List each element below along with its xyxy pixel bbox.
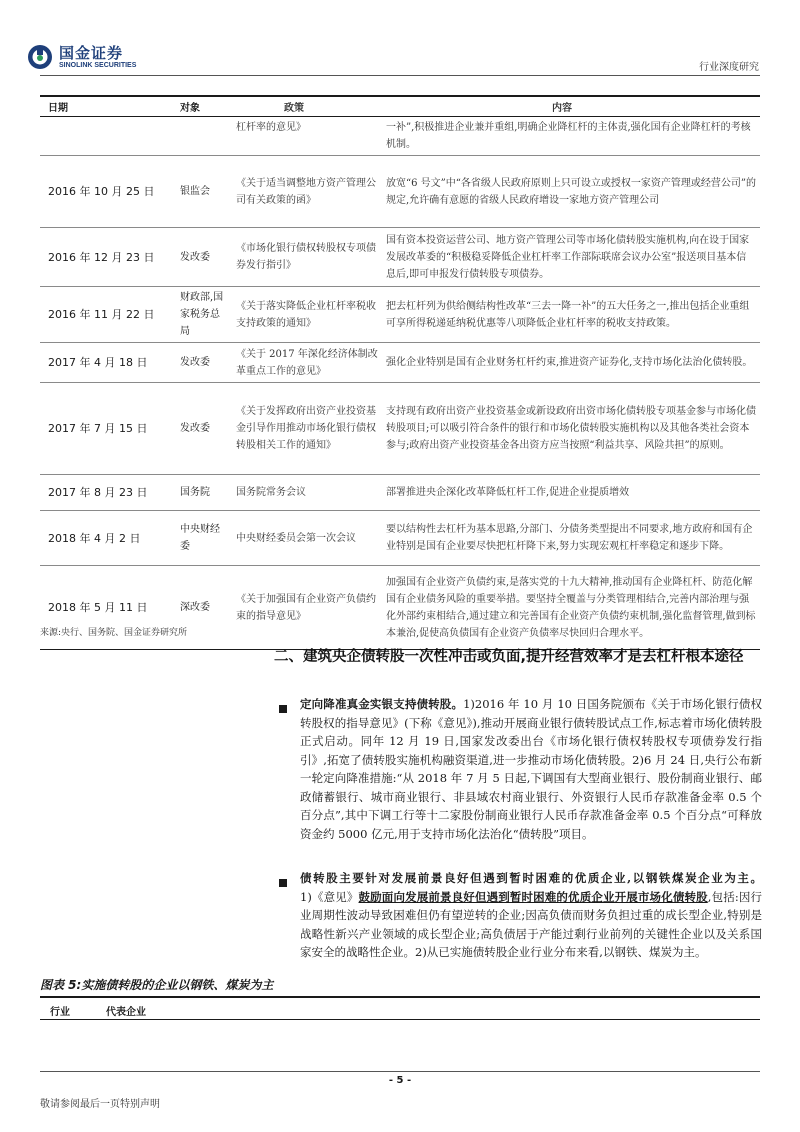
header-policy: 政策: [232, 96, 382, 117]
row-date: 2018 年 4 月 2 日: [40, 511, 176, 566]
page-number: - 5 -: [388, 1075, 412, 1086]
table-header-row: [40, 96, 760, 117]
table-source-note: 来源:央行、国务院、国金证券研究所: [40, 628, 188, 638]
table-row: [40, 287, 760, 343]
company-logo: [27, 44, 136, 70]
figure-title: 图表 5:实施债转股的企业以钢铁、煤炭为主: [40, 976, 760, 998]
row-policy: 国务院常务会议: [232, 475, 382, 511]
header-date: 日期: [40, 96, 176, 117]
figure-col-companies: 代表企业: [106, 1007, 146, 1018]
row-date: 2017 年 8 月 23 日: [40, 475, 176, 511]
header-divider: [40, 75, 760, 76]
logo-en-text: SINOLINK SECURITIES: [59, 61, 137, 69]
disclaimer-note: 敬请参阅最后一页特别声明: [40, 1099, 160, 1110]
row-content: 把去杠杆列为供给侧结构性改革“三去一降一补”的五大任务之一,推出包括企业重组可享所得税递延纳税优惠等八项降低企业杠杆率的税收支持政策。: [382, 287, 760, 343]
table-row: [40, 228, 760, 287]
row-content: 要以结构性去杠杆为基本思路,分部门、分债务类型提出不同要求,地方政府和国有企业特别是国有企业要尽快把杠杆降下来,努力实现宏观杠杆率稳定和逐步下降。: [382, 511, 760, 566]
table-row: [40, 156, 760, 228]
row-object: 国务院: [176, 475, 232, 511]
row-date: 2016 年 11 月 22 日: [40, 287, 176, 343]
logo-cn-text: 国金证券: [59, 43, 124, 62]
table-row: [40, 343, 760, 383]
table-row: [40, 383, 760, 475]
para2-body-b: ,包括:因行业周期性波动导致困难但仍有望逆转的企业;因高负债而财务负担过重的成长型企业,特别是战略性新兴产业领域的成长型企业;高负债居于产能过剩行业前列的关键性企业以及关系国家安全的战略性企业。2)从已实施债转股企业行业分布来看,以钢铁、煤炭为主。: [300, 889, 763, 959]
row-date: 2016 年 12 月 23 日: [40, 228, 176, 287]
row-content: 放宽“6 号文”中“各省级人民政府原则上只可设立或授权一家资产管理或经营公司”的规定,允许确有意愿的省级人民政府增设一家地方资产管理公司: [382, 156, 760, 228]
row-date: [40, 117, 176, 156]
table-row: [40, 475, 760, 511]
row-policy: 《关于落实降低企业杠杆率税收支持政策的通知》: [232, 287, 382, 343]
row-content: 部署推进央企深化改革降低杠杆工作,促进企业提质增效: [382, 475, 760, 511]
row-policy: 《关于加强国有企业资产负债约束的指导意见》: [232, 566, 382, 650]
section-title: 二、建筑央企债转股一次性冲击或负面,提升经营效率才是去杠杆根本途径: [274, 649, 744, 665]
para1-lead: 定向降准真金实银支持债转股。: [300, 697, 464, 711]
para1-body: 1)2016 年 10 月 10 日国务院颁布《关于市场化银行债权转股权的指导意见》(下称《意见》),推动开展商业银行债转股试点工作,标志着市场化债转股正式启动。同年 12 月 19 日,国家发改委出台《市场化银行债权转股权专项债券发行指引》,拓宽了债转股实施机构融资渠道,进一步推动市场化债转股。2)6 月 24 日,央行公布新一轮定向降准措施:“从 2018 年 7 月 5 日起,下调国有大型商业银行、股份制商业银行、邮政储蓄银行、城市商业银行、非县域农村商业银行、外资银行人民币存款准备金率 0.5 个百分点”,其中下调工行等十二家股份制商业银行人民币存款准备金率 0.5 个百分点“可释放资金约 5000 亿元,用于支持市场化法治化“债转股”项目。: [300, 697, 762, 841]
row-content: 一补”,积极推进企业兼并重组,明确企业降杠杆的主体责,强化国有企业降杠杆的考核机制。: [382, 117, 760, 156]
table-row: [40, 511, 760, 566]
para2-underlined: 鼓励面向发展前景良好但遇到暂时困难的优质企业开展市场化债转股: [358, 889, 708, 904]
row-date: 2017 年 4 月 18 日: [40, 343, 176, 383]
para2-lead: 债转股主要针对发展前景良好但遇到暂时困难的优质企业,以钢铁煤炭企业为主。: [300, 871, 762, 885]
row-object: 发改委: [176, 343, 232, 383]
row-date: 2016 年 10 月 25 日: [40, 156, 176, 228]
row-object: 深改委: [176, 566, 232, 650]
figure-col-industry: 行业: [50, 1007, 70, 1018]
report-type: 行业深度研究: [699, 62, 759, 73]
row-content: 国有资本投资运营公司、地方资产管理公司等市场化债转股实施机构,向在设于国家发展改革委的“积极稳妥降低企业杠杆率工作部际联席会议办公室”报送项目基本信息后,即可申报发行债转股专项债券。: [382, 228, 760, 287]
para2-body-a: 1)《意见》: [300, 889, 359, 904]
bullet-square-icon: [279, 879, 287, 887]
row-policy: 杠杆率的意见》: [232, 117, 382, 156]
header-content: 内容: [382, 96, 760, 117]
paragraph-debt-equity-target: [300, 869, 762, 962]
figure-table-header: [40, 1000, 760, 1020]
row-object: [176, 117, 232, 156]
row-policy: 中央财经委员会第一次会议: [232, 511, 382, 566]
row-date: 2017 年 7 月 15 日: [40, 383, 176, 475]
footer-divider: [40, 1071, 760, 1072]
row-policy: 《关于适当调整地方资产管理公司有关政策的函》: [232, 156, 382, 228]
policy-table: [40, 95, 760, 650]
row-policy: 《关于发挥政府出资产业投资基金引导作用推动市场化银行债权转股相关工作的通知》: [232, 383, 382, 475]
header-object: 对象: [176, 96, 232, 117]
sinolink-logo-icon: [27, 44, 53, 70]
row-object: 发改委: [176, 383, 232, 475]
row-date: 2018 年 5 月 11 日: [40, 566, 176, 650]
row-object: 财政部,国家税务总局: [176, 287, 232, 343]
paragraph-targeted-rrr-cut: [300, 695, 762, 843]
row-content: 强化企业特别是国有企业财务杠杆约束,推进资产证券化,支持市场化法治化债转股。: [382, 343, 760, 383]
bullet-square-icon: [279, 705, 287, 713]
row-policy: 《市场化银行债权转股权专项债券发行指引》: [232, 228, 382, 287]
row-object: 发改委: [176, 228, 232, 287]
row-content: 加强国有企业资产负债约束,是落实党的十九大精神,推动国有企业降杠杆、防范化解国有企业债务风险的重要举措。要坚持全覆盖与分类管理相结合,完善内部治理与强化外部约束相结合,通过建立和完善国有企业资产负债约束机制,强化监督管理,做到标本兼治,促使高负债国有企业资产负债率尽快回归合理水平。: [382, 566, 760, 650]
table-row: [40, 117, 760, 156]
row-object: 银监会: [176, 156, 232, 228]
row-object: 中央财经委: [176, 511, 232, 566]
row-content: 支持现有政府出资产业投资基金或新设政府出资市场化债转股专项基金参与市场化债转股项目;可以吸引符合条件的银行和市场化债转股实施机构以及其他各类社会资本参与;政府出资产业投资基金各出资方应当按照“利益共享、风险共担”的原则。: [382, 383, 760, 475]
row-policy: 《关于 2017 年深化经济体制改革重点工作的意见》: [232, 343, 382, 383]
